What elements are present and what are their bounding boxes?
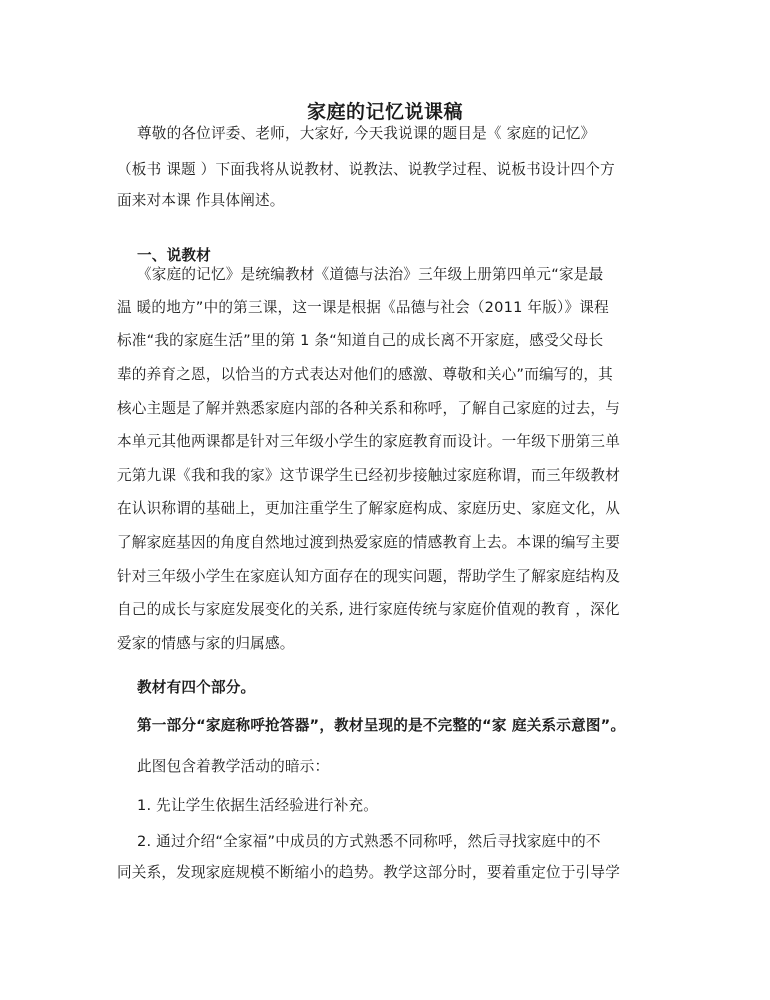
paragraph-line: 核心主题是了解并熟悉家庭内部的各种关系和称呼，了解自己家庭的过去，与 (117, 400, 620, 417)
paragraph-line: 标准“我的家庭生活”里的第 1 条“知道自己的成长离不开家庭，感受父母长 (117, 332, 604, 349)
section-heading: 一、说教材 (137, 247, 211, 264)
paragraph-line: 自己的成长与家庭发展变化的关系, 进行家庭传统与家庭价值观的教育 ，深化 (117, 601, 620, 618)
paragraph-line: 此图包含着教学活动的暗示： (137, 758, 330, 775)
list-item: 1. 先让学生依据生活经验进行补充。 (137, 797, 379, 814)
paragraph-line: 了解家庭基因的角度自然地过渡到热爱家庭的情感教育上去。本课的编写主要 (117, 534, 620, 551)
document-title: 家庭的记忆说课稿 (306, 101, 463, 123)
paragraph-line: 温 暖的地方”中的第三课，这一课是根据《品德与社会（2011 年版）》课程 (117, 299, 609, 316)
paragraph-line: 尊敬的各位评委、老师，大家好, 今天我说课的题目是《 家庭的记忆》 (137, 125, 596, 142)
paragraph-line: 同关系，发现家庭规模不断缩小的趋势。教学这部分时，要着重定位于引导学 (117, 864, 620, 881)
section-intro: 教材有四个部分。 (137, 679, 256, 696)
paragraph-line: 元第九课《我和我的家》这节课学生已经初步接触过家庭称谓，而三年级教材 (117, 467, 620, 484)
paragraph-line: 在认识称谓的基础上，更加注重学生了解家庭构成、家庭历史、家庭文化，从 (117, 500, 620, 517)
paragraph-line: 本单元其他两课都是针对三年级小学生的家庭教育而设计。一年级下册第三单 (117, 433, 620, 450)
list-item: 2. 通过介绍“全家福”中成员的方式熟悉不同称呼，然后寻找家庭中的不 (137, 833, 601, 850)
paragraph-line: 面来对本课 作具体阐述。 (117, 192, 285, 209)
paragraph-line: 爱家的情感与家的归属感。 (117, 635, 295, 652)
part-one-heading: 第一部分“家庭称呼抢答器”，教材呈现的是不完整的“家 庭关系示意图”。 (137, 717, 626, 734)
paragraph-line: （板书 课题 ）下面我将从说教材、说教法、说教学过程、说板书设计四个方 (117, 161, 615, 178)
paragraph-line: 《家庭的记忆》是统编教材《道德与法治》三年级上册第四单元“家是最 (137, 266, 604, 283)
paragraph-line: 辈的养育之恩，以恰当的方式表达对他们的感激、尊敬和关心”而编写的，其 (117, 366, 613, 383)
paragraph-line: 针对三年级小学生在家庭认知方面存在的现实问题，帮助学生了解家庭结构及 (117, 568, 620, 585)
